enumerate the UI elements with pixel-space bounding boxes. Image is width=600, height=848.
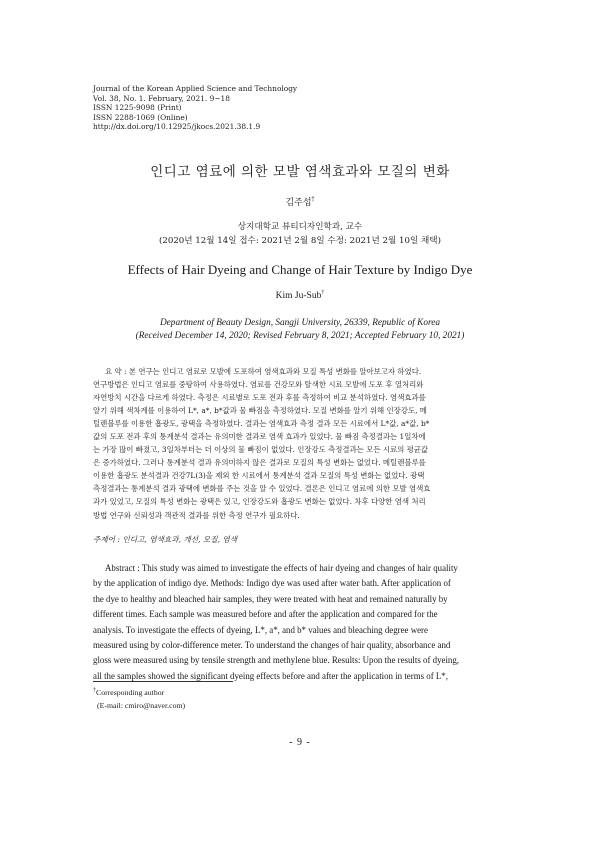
abstract-korean-line: 은 증가하였다. 그러나 통계분석 결과 유의미하지 않은 결과로 모질의 특성 변화는 없었다. 메틸렌블루를 [93, 458, 426, 468]
footnote-corresponding [93, 686, 185, 699]
abstract-korean-line: 틸렌블루를 이용한 흡광도, 광택을 측정하였다. 결과는 염색효과 측정 결과 모든 시료에서 L*값, a*값, b* [93, 419, 430, 429]
author-korean [0, 195, 600, 208]
paper-title-korean: 인디고 염료에 의한 모발 염색효과와 모질의 변화 [150, 164, 450, 180]
abstract-korean-line: 방법 연구와 신뢰성과 객관적 결과를 위한 측정 연구가 필요하다. [93, 510, 300, 520]
issn-online: ISSN 2288-1069 (Online) [93, 112, 188, 122]
abstract-english-line: Abstract : This study was aimed to investigate the effects of hair dyeing and changes of hair quality [93, 561, 507, 576]
abstract-korean-label: 요 약 : [105, 367, 127, 376]
journal-name: Journal of the Korean Applied Science and Technology [93, 84, 298, 93]
footnote-divider [93, 681, 233, 682]
abstract-english [93, 561, 507, 684]
author-name-korean: 김주섭 [285, 198, 312, 208]
abstract-korean-line: 이용한 흡광도 분석결과 건강7L(3)을 제외 한 시료에서 통계분석 결과 모질의 특성 변화는 없었다. 광택 [93, 471, 425, 481]
abstract-korean-line: 자연방치 시간을 다르게 하였다. 측정은 시료별로 도포 전과 후를 측정하여 비교 분석하였다. 염색효과를 [93, 393, 426, 403]
page-number: - 9 - [289, 737, 311, 748]
affiliation-english-text: Department of Beauty Design, Sangji University, 26339, Republic of Korea [159, 318, 441, 328]
footnote [93, 686, 185, 712]
author-english [0, 291, 600, 301]
footnote-label: Corresponding author [96, 688, 165, 697]
abstract-korean-line: 알기 위해 색차계를 이용하여 L*, a*, b*값과 물 빠짐을 측정하였다. 모질 변화를 알기 위해 인장강도, 메 [93, 406, 427, 416]
abstract-korean [93, 365, 507, 522]
abstract-english-line: measured using by color-difference meter. To understand the changes of hair quality, absorbance and [93, 640, 451, 651]
abstract-korean-line: 는 가장 많이 빠졌고, 3일차부터는 더 이상의 물 빠짐이 없었다. 인장강도 측정결과는 모든 시료의 평균값 [93, 445, 429, 455]
doi-link[interactable]: http://dx.doi.org/10.12925/jkocs.2021.38.1.9 [93, 122, 261, 132]
abstract-korean-line: 요 약 : 본 연구는 인디고 염료로 모발에 도포하여 염색효과와 모질 특성 변화를 알아보고자 하였다. [93, 365, 507, 378]
paper-title-english: Effects of Hair Dyeing and Change of Hair Texture by Indigo Dye [127, 262, 473, 277]
affiliation-korean [0, 220, 600, 248]
footnote-email: (E-mail: cmiro@naver.com) [97, 701, 186, 710]
abstract-english-line: the dye to healthy and bleached hair samples, they were treated with heat and remained naturally by [93, 593, 448, 604]
abstract-english-label: Abstract : [105, 563, 140, 573]
affiliation-english [0, 317, 600, 343]
abstract-english-line: gloss were measured using by tensile strength and methylene blue. Results: Upon the results of dyeing, [93, 655, 460, 666]
keywords-korean: 주제어 : 인디고, 염색효과, 개선, 모질, 염색 [93, 535, 238, 544]
dates-english: (Received December 14, 2020; Revised February 8, 2021; Accepted February 10, 2021) [135, 331, 465, 341]
corresponding-mark: † [311, 196, 315, 203]
dates-korean: (2020년 12월 14일 접수: 2021년 2월 8일 수정: 2021년 2월 10일 채택) [159, 236, 441, 246]
issn-print: ISSN 1225-9098 (Print) [93, 103, 182, 113]
abstract-korean-line: 연구방법은 인디고 염료를 중탕하여 사용하였다. 염료를 건강모와 탈색한 시료 모발에 도포 후 열처리와 [93, 380, 424, 390]
abstract-korean-line: 과가 있었고, 모질의 특성 변화는 광택은 있고, 인장강도와 흡광도 변화는 없었다. 차후 다양한 염색 처리 [93, 497, 426, 507]
abstract-english-line: different times. Each sample was measured before and after the application and compared for the [93, 609, 438, 620]
corresponding-mark-en: † [321, 289, 325, 296]
abstract-english-line: all the samples showed the significant dyeing effects before and after the application in terms of L*, [93, 670, 448, 681]
abstract-korean-line: 값의 도포 전과 후의 통계분석 결과는 유의미한 결과로 염색 효과가 있었다. 물 빠짐 측정결과는 1일차에 [93, 432, 426, 442]
journal-volume: Vol. 38, No. 1. February, 2021. 9~18 [93, 93, 230, 103]
abstract-english-line: analysis. To investigate the effects of dyeing, L*, a*, and b* values and bleaching degree were [93, 624, 428, 635]
footnote-mark: † [93, 687, 96, 694]
author-name-english: Kim Ju-Sub [275, 291, 322, 301]
abstract-korean-line: 측정결과는 통계분석 결과 광택에 변화를 주는 것을 알 수 있었다. 결론은 인디고 염료에 의한 모발 염색효 [93, 484, 431, 494]
abstract-english-line: by the application of indigo dye. Methods: Indigo dye was used after water bath. After application of [93, 578, 451, 589]
journal-info [93, 84, 297, 132]
affiliation-korean-text: 상지대학교 뷰티디자인학과, 교수 [237, 222, 363, 232]
